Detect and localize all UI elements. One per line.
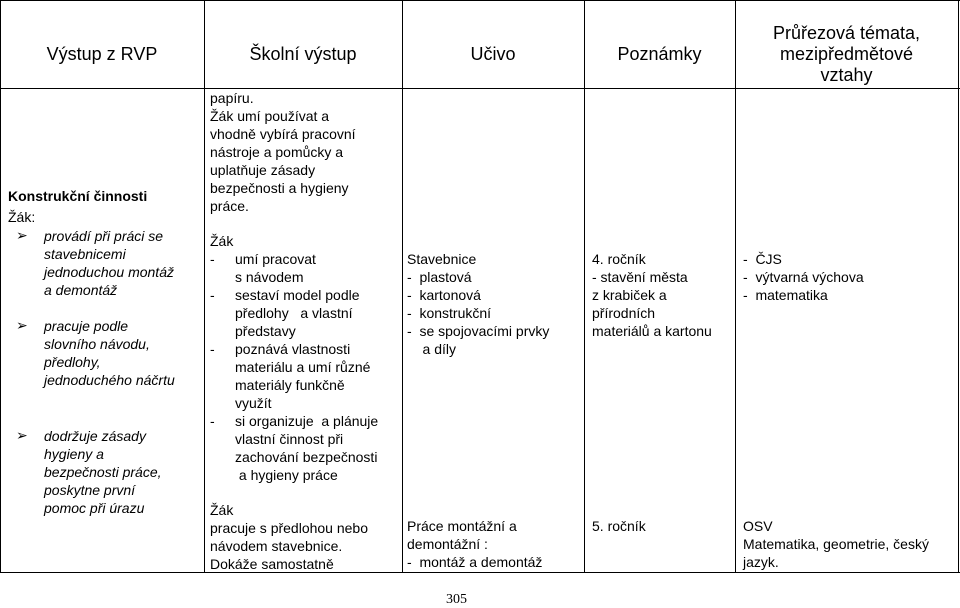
school-outcome-dash: - (210, 251, 215, 267)
school-outcome-item: si organizuje a plánuje (235, 413, 379, 429)
curriculum-line: Stavebnice (407, 251, 477, 267)
school-outcome-line: Dokáže samostatně (210, 556, 334, 572)
school-outcome-item: vlastní činnost při (235, 431, 344, 447)
cross-topic-line: OSV (743, 518, 773, 534)
school-outcome-line: uplatňuje zásady (210, 162, 316, 178)
school-outcome-item: zachování bezpečnosti (235, 449, 378, 465)
table-top-border (0, 0, 960, 1)
col-border-5 (958, 0, 959, 573)
school-outcome-item: materiálu a umí různé (235, 359, 371, 375)
col-border-0 (0, 0, 1, 573)
outcome-line: jednoduchého náčrtu (44, 372, 175, 388)
curriculum-line: - montáž a demontáž (407, 554, 543, 570)
school-outcome-line: nástroje a pomůcky a (210, 144, 344, 160)
col-border-1 (204, 0, 205, 573)
page-number: 305 (446, 592, 467, 607)
outcome-line: provádí při práci se (44, 228, 164, 244)
cross-topic-line: - matematika (743, 287, 828, 303)
outcome-line: předlohy, (44, 354, 101, 370)
arrow-bullet-icon: ➢ (16, 318, 28, 334)
school-outcome-item: materiály funkčně (235, 377, 345, 393)
note-line: materiálů a kartonu (592, 323, 712, 339)
outcome-line: a demontáž (44, 282, 118, 298)
outcome-line: jednoduchou montáž (44, 264, 174, 280)
arrow-bullet-icon: ➢ (16, 428, 28, 444)
cross-topic-line: - ČJS (743, 251, 782, 267)
note-line: 4. ročník (592, 251, 646, 267)
header-vystup-z-rvp: Výstup z RVP (46, 44, 158, 64)
school-outcome-line: papíru. (210, 90, 254, 106)
col-border-2 (402, 0, 403, 573)
school-outcome-line: bezpečnosti a hygieny (210, 180, 349, 196)
student-label: Žák (210, 233, 234, 249)
note-line: z krabiček a (592, 287, 667, 303)
note-line: - stavění města (592, 269, 688, 285)
school-outcome-item: poznává vlastnosti (235, 341, 351, 357)
cross-topic-line: - výtvarná výchova (743, 269, 864, 285)
note-line: 5. ročník (592, 518, 646, 534)
school-outcome-item: sestaví model podle (235, 287, 360, 303)
outcome-line: pracuje podle (44, 318, 129, 334)
school-outcome-item: a hygieny práce (235, 467, 338, 483)
school-outcome-line: práce. (210, 198, 249, 214)
cross-topic-line: Matematika, geometrie, český (743, 536, 929, 552)
school-outcome-dash: - (210, 287, 215, 303)
section-heading: Konstrukční činnosti (8, 188, 148, 204)
header-ucivo: Učivo (470, 44, 516, 64)
school-outcome-line: Žák umí používat a (210, 108, 330, 124)
curriculum-line: - se spojovacími prvky (407, 323, 550, 339)
school-outcome-line: pracuje s předlohou nebo (210, 520, 369, 536)
outcome-line: slovního návodu, (44, 336, 150, 352)
table-bottom-border (0, 572, 960, 573)
cross-topic-line: jazyk. (743, 554, 779, 570)
student-label: Žák (210, 502, 234, 518)
school-outcome-line: vhodně vybírá pracovní (210, 126, 356, 142)
header-skolni-vystup: Školní výstup (249, 44, 357, 64)
header-bottom-border (0, 88, 960, 89)
header-poznamky: Poznámky (617, 44, 702, 64)
school-outcome-dash: - (210, 341, 215, 357)
header-prurezova-temata-l3: vztahy (820, 65, 873, 85)
note-line: přírodních (592, 305, 656, 321)
school-outcome-dash: - (210, 413, 215, 429)
curriculum-line: - plastová (407, 269, 472, 285)
curriculum-line: demontážní : (407, 536, 488, 552)
header-prurezova-temata-l1: Průřezová témata, (772, 23, 921, 43)
school-outcome-line: návodem stavebnice. (210, 538, 343, 554)
curriculum-line: - konstrukční (407, 305, 492, 321)
outcome-line: stavebnicemi (44, 246, 126, 262)
student-label: Žák: (8, 209, 36, 225)
school-outcome-item: předlohy a vlastní (235, 305, 353, 321)
outcome-line: pomoc při úrazu (44, 500, 145, 516)
school-outcome-item: využít (235, 395, 272, 411)
curriculum-line: - kartonová (407, 287, 481, 303)
curriculum-line: Práce montážní a (407, 518, 517, 534)
header-prurezova-temata-l2: mezipředmětové (779, 44, 914, 64)
outcome-line: poskytne první (44, 482, 136, 498)
school-outcome-item: umí pracovat (235, 251, 316, 267)
outcome-line: bezpečnosti práce, (44, 464, 162, 480)
curriculum-line: a díly (407, 341, 457, 357)
school-outcome-item: představy (235, 323, 296, 339)
school-outcome-item: s návodem (235, 269, 304, 285)
outcome-line: hygieny a (44, 446, 104, 462)
col-border-3 (584, 0, 585, 573)
arrow-bullet-icon: ➢ (16, 228, 28, 244)
outcome-line: dodržuje zásady (44, 428, 146, 444)
